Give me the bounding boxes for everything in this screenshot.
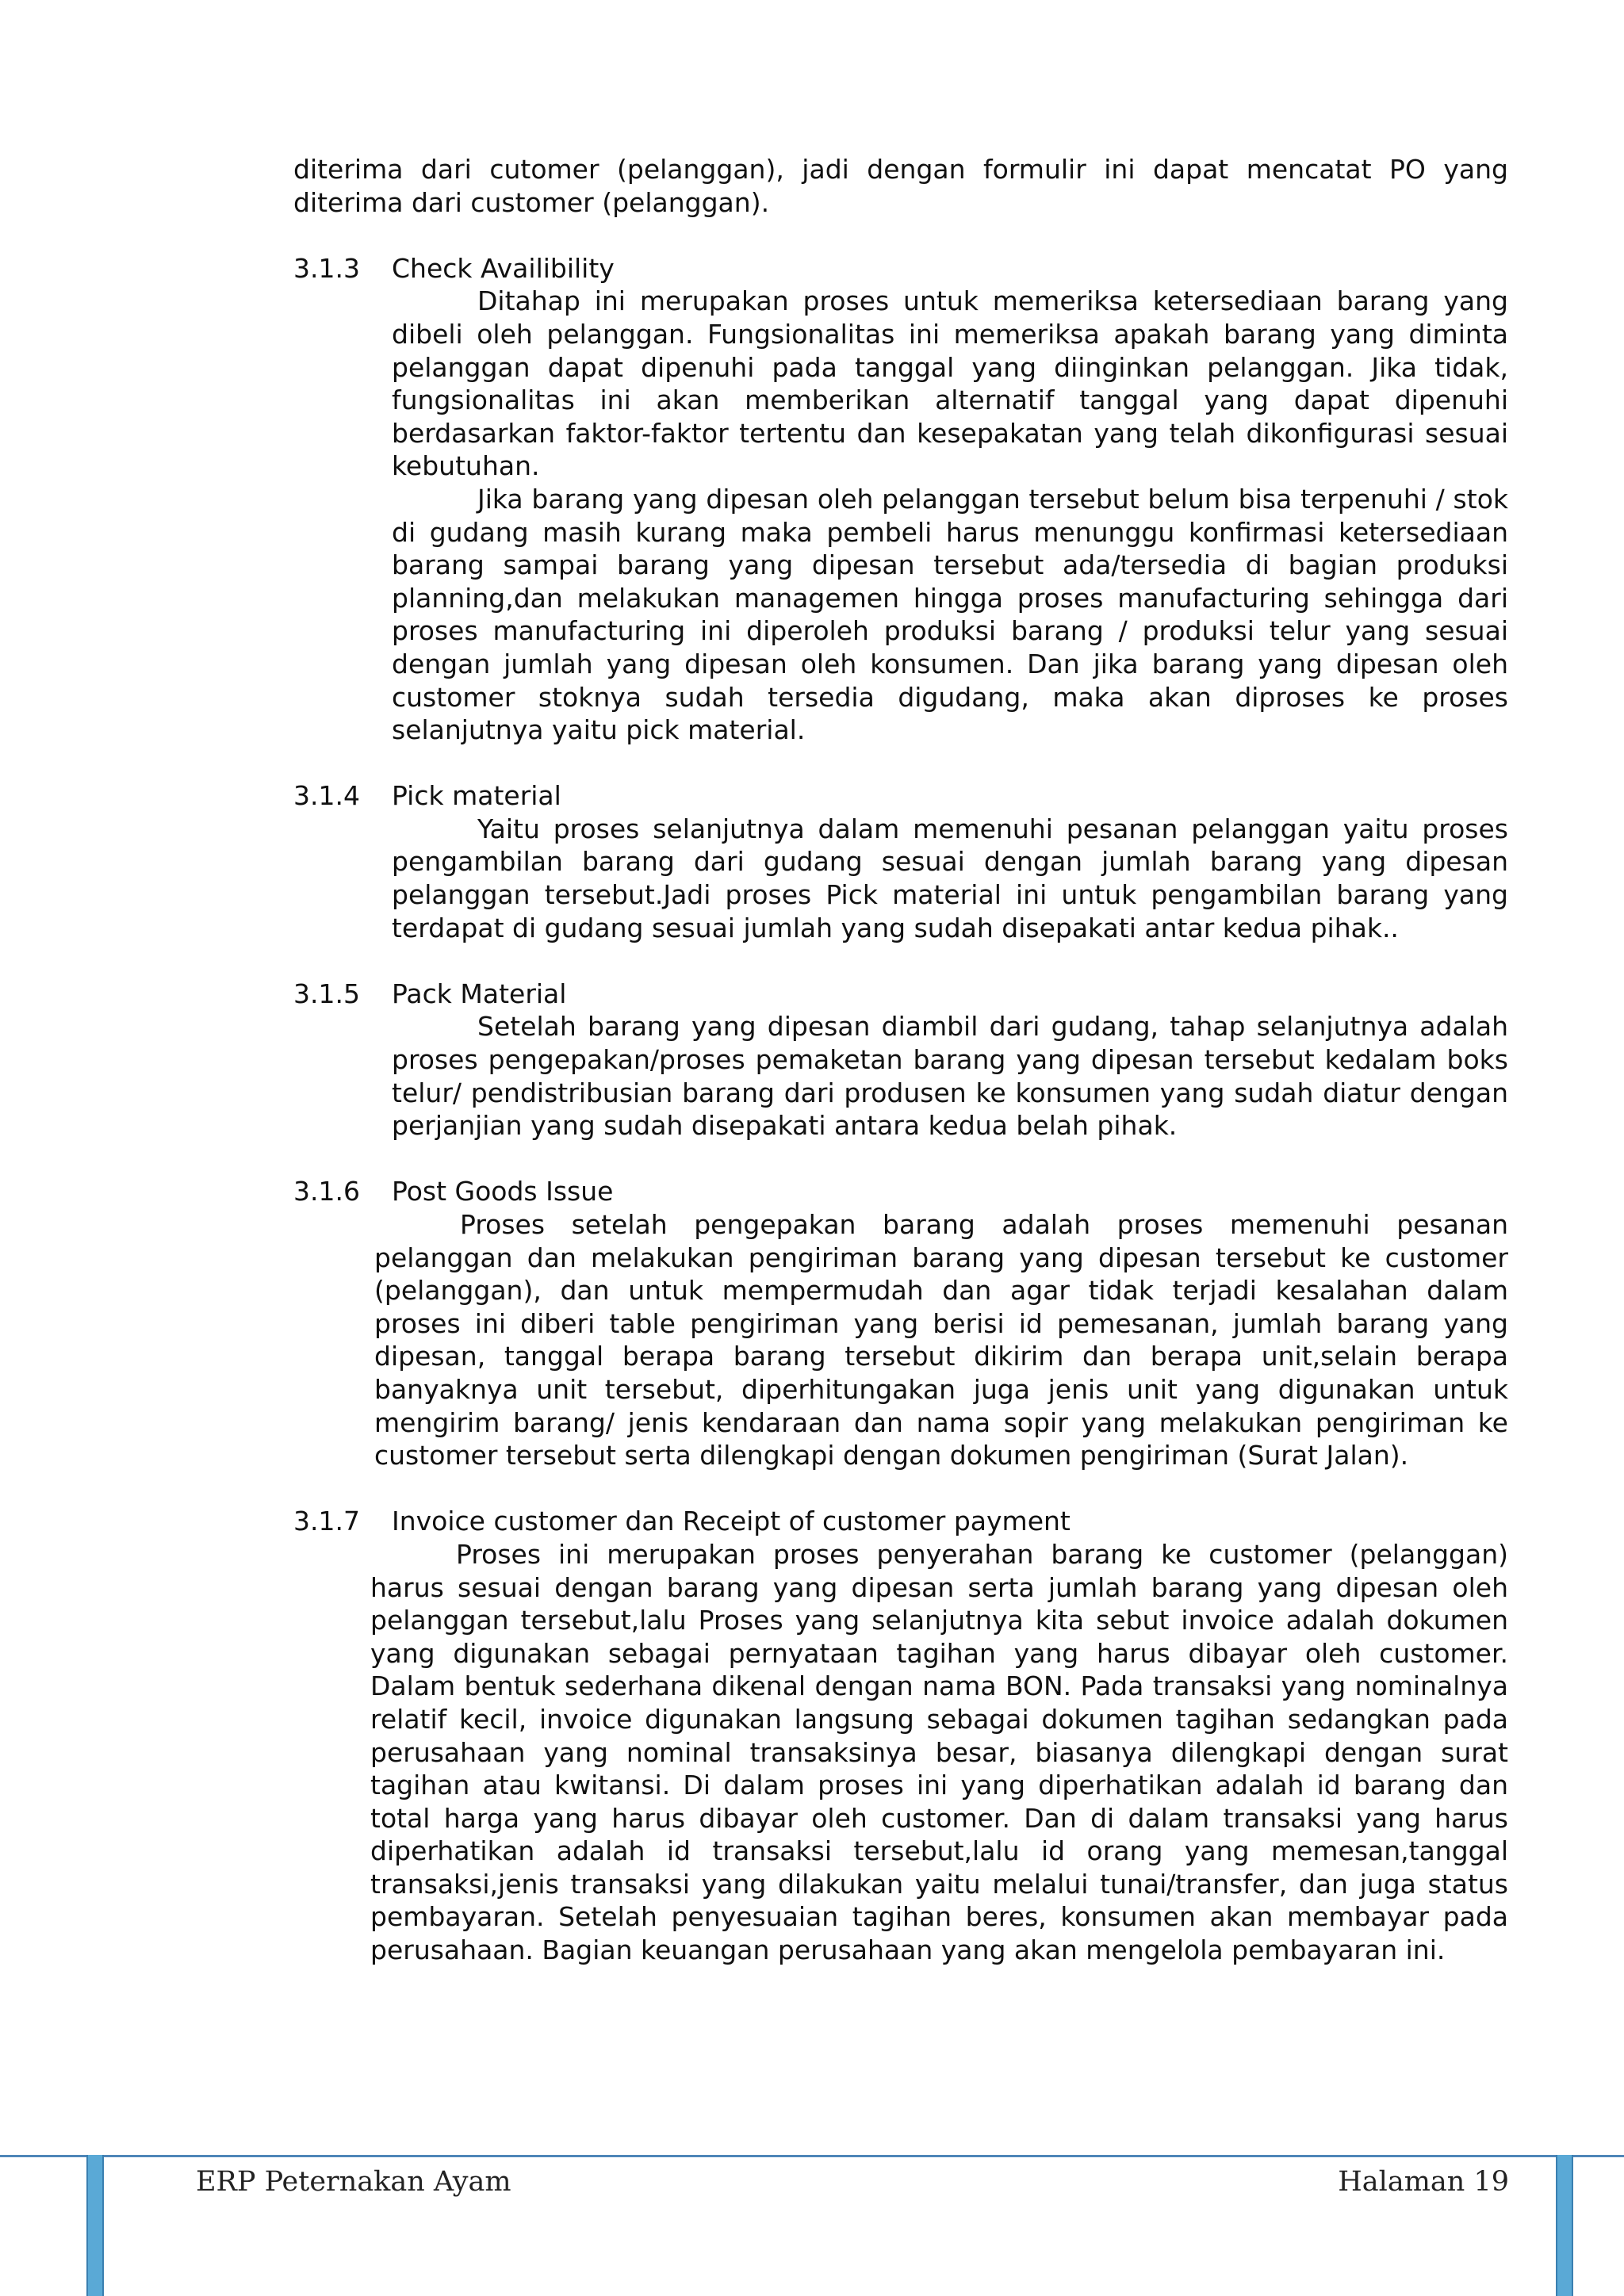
section-title: Pack Material (392, 978, 567, 1009)
section-number: 3.1.3 (293, 252, 360, 284)
section-invoice-customer (293, 1505, 1508, 1966)
paragraph: Proses setelah pengepakan barang adalah proses memenuhi pesanan pelanggan dan melakukan pengiriman barang yang dipesan tersebut ke customer (pelanggan), dan untuk mempermudah dan agar tidak terjadi kesalahan dalam proses ini diberi table pengiriman yang berisi id pemesanan, jumlah barang yang dipesan, tanggal berapa barang tersebut dikirim dan berapa unit,selain berapa banyaknya unit tersebut, diperhitungakan juga jenis unit yang digunakan untuk mengirim barang/ jenis kendaraan dan nama sopir yang melakukan pengiriman ke customer tersebut serta dilengkapi dengan dokumen pengiriman (Surat Jalan). (374, 1209, 1508, 1471)
section-post-goods-issue (293, 1175, 1508, 1471)
footer-document-title: ERP Peternakan Ayam (196, 2166, 511, 2198)
section-pack-material (293, 978, 1508, 1142)
section-number: 3.1.7 (293, 1506, 360, 1537)
section-heading (293, 252, 1508, 285)
section-pick-material (293, 779, 1508, 944)
section-heading (293, 978, 1508, 1011)
paragraph: Proses ini merupakan proses penyerahan barang ke customer (pelanggan) harus sesuai dengan barang yang dipesan serta jumlah barang yang dipesan oleh pelanggan tersebut,lalu Proses yang selanjutnya kita sebut invoice adalah dokumen yang digunakan sebagai pernyataan tagihan yang harus dibayar oleh customer. Dalam bentuk sederhana dikenal dengan nama BON. Pada transaksi yang nominalnya relatif kecil, invoice digunakan langsung sebagai dokumen tagihan sedangkan pada perusahaan yang nominal transaksinya besar, biasanya dilengkapi dengan surat tagihan atau kwitansi. Di dalam proses ini yang diperhatikan adalah id barang dan total harga yang harus dibayar oleh customer. Dan di dalam transaksi yang harus diperhatikan adalah id transaksi tersebut,lalu id orang yang memesan,tanggal transaksi,jenis transaksi yang dilakukan yaitu melalui tunai/transfer, dan juga status pembayaran. Setelah penyesuaian tagihan beres, konsumen akan membayar pada perusahaan. Bagian keuangan perusahaan yang akan mengelola pembayaran ini. (370, 1538, 1508, 1966)
section-title: Invoice customer dan Receipt of customer payment (392, 1506, 1071, 1537)
section-title: Pick material (392, 780, 561, 812)
footer-page-number: Halaman 19 (1338, 2166, 1509, 2198)
footer-left-bar (86, 2155, 104, 2296)
section-title: Post Goods Issue (392, 1176, 614, 1207)
section-heading (293, 1175, 1508, 1208)
section-number: 3.1.4 (293, 780, 360, 812)
paragraph: Yaitu proses selanjutnya dalam memenuhi pesanan pelanggan yaitu proses pengambilan barang dari gudang sesuai dengan jumlah barang yang dipesan pelanggan tersebut.Jadi proses Pick material ini untuk pengambilan barang yang terdapat di gudang sesuai jumlah yang sudah disepakati antar kedua pihak.. (392, 813, 1508, 943)
section-number: 3.1.6 (293, 1176, 360, 1207)
section-heading (293, 779, 1508, 813)
paragraph: Ditahap ini merupakan proses untuk memeriksa ketersediaan barang yang dibeli oleh pelanggan. Fungsionalitas ini memeriksa apakah barang yang diminta pelanggan dapat dipenuhi pada tanggal yang diinginkan pelanggan. Jika tidak, fungsionalitas ini akan memberikan alternatif tanggal yang dapat dipenuhi berdasarkan faktor-faktor tertentu dan kesepakatan yang telah dikonfigurasi sesuai kebutuhan. (392, 285, 1508, 482)
document-body (293, 153, 1508, 1967)
section-title: Check Availibility (392, 252, 615, 284)
footer-right-bar (1556, 2155, 1573, 2296)
section-check-availability (293, 252, 1508, 747)
paragraph: Jika barang yang dipesan oleh pelanggan tersebut belum bisa terpenuhi / stok di gudang masih kurang maka pembeli harus menunggu konfirmasi ketersediaan barang sampai barang yang dipesan tersebut ada/tersedia di bagian produksi planning,dan melakukan managemen hingga proses manufacturing sehingga dari proses manufacturing ini diperoleh produksi barang / produksi telur yang sesuai dengan jumlah yang dipesan oleh konsumen. Dan jika barang yang dipesan oleh customer stoknya sudah tersedia digudang, maka akan diproses ke proses selanjutnya yaitu pick material. (392, 483, 1508, 746)
intro-paragraph: diterima dari cutomer (pelanggan), jadi dengan formulir ini dapat mencatat PO yang diterima dari customer (pelanggan). (293, 154, 1508, 218)
paragraph: Setelah barang yang dipesan diambil dari gudang, tahap selanjutnya adalah proses pengepakan/proses pemaketan barang yang dipesan tersebut kedalam boks telur/ pendistribusian barang dari produsen ke konsumen yang sudah diatur dengan perjanjian yang sudah disepakati antara kedua belah pihak. (392, 1011, 1508, 1142)
footer-divider (0, 2155, 1624, 2157)
section-number: 3.1.5 (293, 978, 360, 1009)
section-heading (293, 1505, 1508, 1538)
